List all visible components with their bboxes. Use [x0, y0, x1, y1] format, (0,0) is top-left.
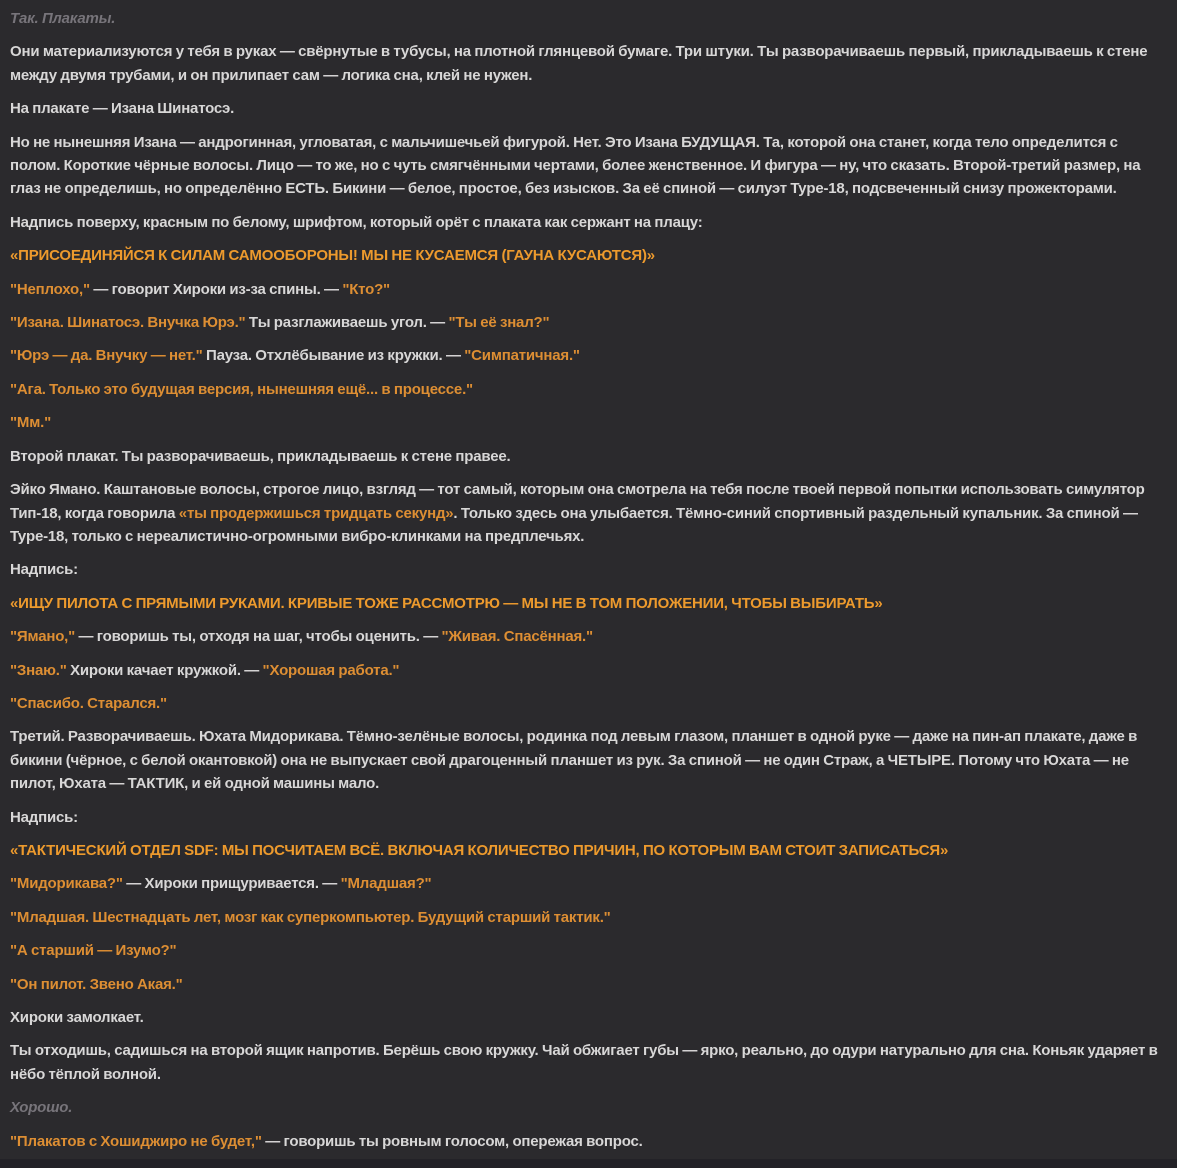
text-segment: "Ты её знал?" — [448, 314, 550, 332]
paragraph-dialogue — [10, 872, 1163, 895]
paragraph-heading — [10, 592, 1163, 615]
paragraph-narration — [10, 445, 1163, 468]
text-segment: "Симпатичная." — [464, 347, 580, 365]
paragraph-narration — [10, 97, 1163, 120]
paragraph-dialogue — [10, 278, 1163, 301]
text-segment: Так. Плакаты. — [10, 10, 116, 27]
paragraph-dialogue — [10, 625, 1163, 648]
text-segment: — говоришь ты ровным голосом, опережая вопрос. — [261, 1132, 643, 1150]
bottom-edge-strip — [0, 1159, 1177, 1168]
text-segment: На плакате — Изана Шинатосэ. — [10, 100, 235, 118]
paragraph-dialogue — [10, 659, 1163, 682]
paragraph-narration — [10, 211, 1163, 234]
paragraph-narration — [10, 806, 1163, 829]
text-segment: Эйко Ямано. Каштановые волосы, строгое лицо, взгляд — тот самый, которым она смотрела на тебя после твоей первой попытки использовать симулятор Тип-18, когда говорила — [10, 481, 1145, 522]
text-segment: "Изана. Шинатосэ. Внучка Юрэ." — [10, 314, 246, 332]
paragraph-dialogue — [10, 692, 1163, 715]
paragraph-narration — [10, 725, 1163, 795]
paragraph-heading — [10, 839, 1163, 862]
text-segment: — Хироки прищуривается. — — [122, 875, 341, 893]
paragraph-narration — [10, 1039, 1163, 1086]
paragraph-dialogue — [10, 1130, 1163, 1153]
text-segment: "Ага. Только это будущая версия, нынешняя ещё... в процессе." — [10, 380, 473, 398]
text-segment: Надпись: — [10, 808, 78, 826]
text-segment: Надпись поверху, красным по белому, шрифтом, который орёт с плаката как сержант на плацу: — [10, 213, 703, 231]
paragraph-dialogue — [10, 973, 1163, 996]
paragraph-dialogue — [10, 311, 1163, 334]
text-segment: Ты отходишь, садишься на второй ящик напротив. Берёшь свою кружку. Чай обжигает губы — ярко, реально, до одури натурально для сна. Коньяк ударяет в нёбо тёплой волной. — [10, 1042, 1158, 1083]
text-segment: Ты разглаживаешь угол. — — [245, 314, 449, 332]
text-segment: "А старший — Изумо?" — [10, 942, 177, 960]
text-segment: "Знаю." — [10, 661, 67, 679]
text-segment: Хироки качает кружкой. — — [66, 661, 263, 679]
text-segment: "Спасибо. Старался." — [10, 694, 167, 712]
text-segment: . Только здесь она улыбается. Тёмно-синий спортивный раздельный купальник. За спиной — Type-18, только с нереалистично-огромными вибро-клинками на предплечьях. — [10, 504, 1138, 545]
text-segment: "Кто?" — [342, 280, 390, 298]
text-segment: Они материализуются у тебя в руках — свёрнутые в тубусы, на плотной глянцевой бумаге. Три штуки. Ты разворачиваешь первый, прикладываешь к стене между двумя трубами, и он прилипает сам — логика сна, клей не нужен. — [10, 43, 1148, 84]
paragraph-dialogue — [10, 411, 1163, 434]
text-segment: «ИЩУ ПИЛОТА С ПРЯМЫМИ РУКАМИ. КРИВЫЕ ТОЖЕ РАССМОТРЮ — МЫ НЕ В ТОМ ПОЛОЖЕНИИ, ЧТОБЫ ВЫБИРАТЬ» — [10, 594, 883, 612]
paragraph-narration — [10, 40, 1163, 87]
text-segment: Пауза. Отхлёбывание из кружки. — — [202, 347, 465, 365]
text-segment: «ПРИСОЕДИНЯЙСЯ К СИЛАМ САМООБОРОНЫ! МЫ НЕ КУСАЕМСЯ (ГАУНА КУСАЮТСЯ)» — [10, 247, 655, 265]
paragraph-dialogue — [10, 378, 1163, 401]
text-segment: Хорошо. — [10, 1099, 73, 1117]
paragraph-narration — [10, 478, 1163, 548]
paragraph-narration — [10, 558, 1163, 581]
text-segment: «ты продержишься тридцать секунд» — [178, 504, 454, 522]
text-segment: "Неплохо," — [10, 280, 90, 298]
text-segment: "Младшая?" — [340, 875, 432, 893]
text-segment: Второй плакат. Ты разворачиваешь, прикладываешь к стене правее. — [10, 447, 511, 465]
text-segment: "Младшая. Шестнадцать лет, мозг как суперкомпьютер. Будущий старший тактик." — [10, 908, 611, 926]
paragraph-muted — [10, 1096, 1163, 1119]
paragraph-narration — [10, 131, 1163, 201]
text-segment: "Он пилот. Звено Акая." — [10, 975, 183, 993]
paragraph-narration — [10, 1006, 1163, 1029]
text-segment: Надпись: — [10, 561, 78, 579]
text-segment: "Мидорикава?" — [10, 875, 123, 893]
paragraph-dialogue — [10, 344, 1163, 367]
text-segment: "Живая. Спасённая." — [441, 628, 593, 646]
paragraph-muted — [10, 7, 1163, 30]
text-segment: Но не нынешняя Изана — андрогинная, угловатая, с мальчишечьей фигурой. Нет. Это Изана БУДУЩАЯ. Та, которой она станет, когда тело определится с полом. Короткие чёрные волосы. Лицо — то же, но с чуть смягчёнными чертами, более женственное. И фигура — ну, что сказать. Второй-третий размер, на глаз не определишь, но определённо ЕСТЬ. Бикини — белое, простое, без изысков. За её спиной — силуэт Type-18, подсвеченный снизу прожекторами. — [10, 133, 1141, 198]
paragraph-dialogue — [10, 939, 1163, 962]
text-segment: "Плакатов с Хошиджиро не будет," — [10, 1132, 262, 1150]
text-segment: Хироки замолкает. — [10, 1009, 144, 1026]
text-segment: — говоришь ты, отходя на шаг, чтобы оценить. — — [75, 628, 442, 646]
text-segment: Третий. Разворачиваешь. Юхата Мидорикава. Тёмно-зелёные волосы, родинка под левым глазом, планшет в одной руке — даже на пин-ап плакате, даже в бикини (чёрное, с белой окантовкой) она не выпускает свой драгоценный планшет из рук. За спиной — не один Страж, а ЧЕТЫРЕ. Потому что Юхата — не пилот, Юхата — ТАКТИК, и ей одной машины мало. — [10, 728, 1138, 793]
text-segment: «ТАКТИЧЕСКИЙ ОТДЕЛ SDF: МЫ ПОСЧИТАЕМ ВСЁ. ВКЛЮЧАЯ КОЛИЧЕСТВО ПРИЧИН, ПО КОТОРЫМ ВАМ СТОИТ ЗАПИСАТЬСЯ» — [10, 841, 949, 859]
text-segment: "Ямано," — [10, 628, 76, 646]
text-segment: "Мм." — [10, 414, 51, 432]
text-segment: — говорит Хироки из-за спины. — — [89, 280, 343, 298]
text-segment: "Юрэ — да. Внучку — нет." — [10, 347, 203, 365]
text-segment: "Хорошая работа." — [262, 661, 400, 679]
paragraph-heading — [10, 244, 1163, 267]
paragraph-dialogue — [10, 906, 1163, 929]
